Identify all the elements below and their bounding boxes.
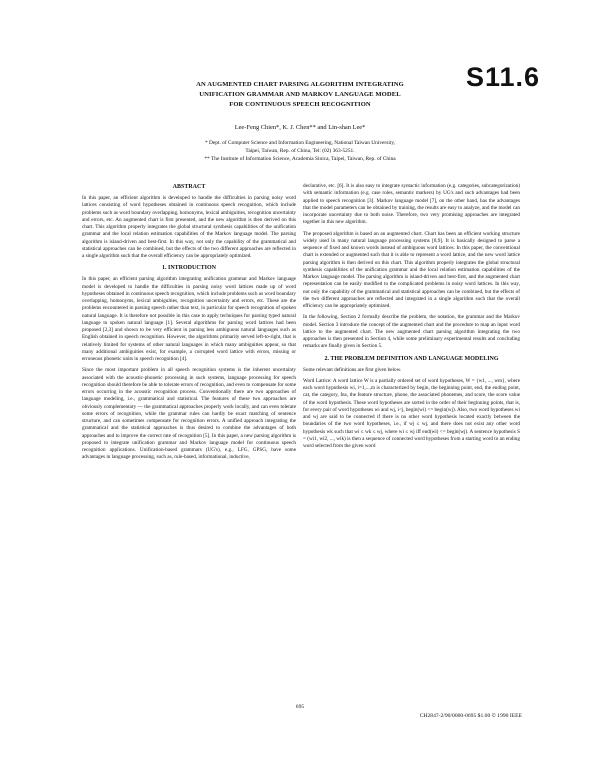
intro-paragraph-continued: declarative, etc. [6]. It is also easy to integrate syntactic information (e.g. categories, subcategorization) with semantic information (e.g. case roles, semantic markers) by UG's and such advantages had been applied to speech recognition [3]. Markov language model [7], on the other hand, has the advantages that the model parameters can be obtained by training, the results are easy to analyze, and the model can incorporate uncertainty due to both noise. Therefore, two very promising approaches are integrated together in this new algorithm. — [303, 183, 520, 226]
intro-paragraph: Since the most important problem in all speech recognition systems is the inherent uncertainty associated with the acoustic-phonetic processing in such systems, language processing for speech recognition should therefore be able to tolerate errors of recognition, and even to compensate for some errors occurring in the acoustic recognition process. Conventionally there are two approaches of language modeling, i.e., grammatical and statistical. The features of these two approaches are obviously complementary — the grammatical approaches properly work locally, and can even tolerate some errors of recognition, while the grammar rules can hardly be exact matching of sentence structure, and can sometimes compensate for recognition errors. A unified approach integrating the grammatical and the statistical approaches is thus desired to combine the advantages of both approaches and to improve the correct rate of recognition [5]. In this paper, a new parsing algorithm is proposed to integrate unification grammar and Markov language model for continuous speech recognition applications. Unification-based grammars (UG's), e.g., LFG, GPSG, have some advantages in language processing, such as, rule-based, informational, inductive, — [82, 367, 296, 461]
section-heading-introduction: 1. INTRODUCTION — [161, 265, 216, 272]
abstract-text: In this paper, an efficient algorithm is developed to handle the difficulties in parsing noisy word lattices consisting of word hypotheses obtained in continuous speech recognition, which include problems such as word boundary overlapping, homonyms, lexical ambiguities, recognition uncertainty and errors, etc. An augmented chart is first presented, and the new algorithm is then derived on this chart. This algorithm properly integrates the global structural synthesis capabilities of the unification grammar and the local relation estimation capabilities of the Markov language model. The parsing algorithm is island-driven and best-first. In this way, not only the capability of the grammatical and statistical approaches can be combined, but the effects of the two different approaches are reflected in a single algorithm such that the overall efficiency can be appropriately optimized. — [82, 195, 296, 259]
title-line: FOR CONTINUOUS SPEECH RECOGNITION — [229, 101, 371, 108]
title-line: AN AUGMENTED CHART PARSING ALGORITHM INTEGRATING — [196, 81, 404, 88]
section2-paragraph: Word Lattice: A word lattice W is a partially ordered set of word hypotheses, W = {w1, ..., wm}, where each word hypothesis wi, i=1,...,m is characterized by begin, the beginning point, end, the ending point, cat, the category, fea, the feature structure, phone, the associated phonemes, and score, the score value of the word hypothesis. These word hypotheses are sorted in the order of their beginning points, that is, for every pair of word hypotheses wi and wj, i<j, begin(wi) <= begin(wj). Also, two word hypotheses wi and wj are said to be connected if there is no other word hypothesis located exactly between the boundaries of the two word hypotheses, i.e., if wj ≤ wj, and there does not exist any other word hypothesis wk such that wi ≤ wk ≤ wj, where wi ≤ wj iff end(wi) <= begin(wj). A sentence hypothesis S = (wi1, wi2, ..., wik) is then a sequence of connected word hypotheses from a starting word to an ending word selected from the given word — [303, 377, 520, 449]
intro-paragraph-continued: In the following, Section 2 formally describe the problem, the notation, the grammar and the Markov model. Section 3 introduce the concept of the augmented chart and the procedure to map an input word lattice to the augmented chart. The new augmented chart parsing algorithm integrating the two approaches is then presented in Section 4, while some preliminary experimental results and concluding remarks are finally given in Section 5. — [303, 314, 520, 350]
left-column — [82, 183, 296, 466]
author-list: Lee-Feng Chien*, K. J. Chen** and Lin-shan Lee* — [234, 124, 366, 131]
affiliation-line: * Dept. of Computer Science and Information Engineering, National Taiwan University, — [204, 140, 396, 146]
intro-paragraph-continued: The proposed algorithm is based on an augmented chart. Chart has been an efficient working structure widely used in many natural language processing systems [8,9]. It is basically designed to parse a sequence of fixed and known words instead of ambiguous word lattices. In this paper, the conventional chart is extended or augmented such that it is able to represent a word lattice, and the new word lattice parsing algorithm is then derived on this chart. This algorithm properly integrates the global structural synthesis capabilities of the unification grammar and the local relation estimation capabilities of the Markov language model. The parsing algorithm is island-driven and best-first, and the augmented chart representation can be easily modified to the complicated problems in noisy word lattices. In this way, not only the capability of the grammatical and statistical approaches can be combined, but the effects of the two different approaches are reflected and integrated in a single algorithm such that the overall efficiency can be appropriately optimized. — [303, 230, 520, 309]
right-column — [303, 183, 520, 454]
affiliations — [150, 139, 450, 163]
section2-paragraph: Some relevant definitions are first given below. — [303, 366, 402, 373]
affiliation-line: ** The Institute of Information Science, Academia Sinica, Taipei, Taiwan, Rep. of China — [204, 156, 396, 162]
session-code: S11.6 — [466, 62, 541, 92]
paper-title — [150, 80, 450, 110]
abstract-heading: ABSTRACT — [172, 184, 206, 190]
title-line: UNIFICATION GRAMMAR AND MARKOV LANGUAGE MODEL — [199, 91, 401, 98]
page-number: 695 — [295, 704, 305, 710]
intro-paragraph: In this paper, an efficient parsing algorithm integrating unification grammar and Markov language model is developed to handle the difficulties in parsing noisy word lattices made up of word hypotheses obtained in continuous speech recognition, which include problems such as word boundary overlapping, homonyms, lexical ambiguities, recognition uncertainty and errors, etc. These are the problems encountered in parsing speech rather than text, in particular for speech recognition of spoken natural language. It is therefore not possible in this case to apply techniques for parsing typed natural language to spoken natural language [1]. Several algorithms for parsing word lattices had been proposed [2,3] and shown to be very efficient in parsing less ambiguous natural languages such as English obtained in speech recognition. However, the algorithms primarily served left-to-right, that is relatively limited for systems of other natural languages in which many ambiguities appear, so that many additional ambiguities exist, for example, a corrupted word lattice with errors, missing or erroneous phonetic units in speech recognition [4]. — [82, 276, 296, 362]
copyright-notice: CH2847-2/90/0000-0695 $1.00 © 1990 IEEE — [419, 713, 522, 719]
affiliation-line: Taipei, Taiwan, Rep. of China, Tel: (02) 363-5251. — [245, 148, 355, 154]
section-heading-problem-definition: 2. THE PROBLEM DEFINITION AND LANGUAGE MODELING — [324, 355, 499, 362]
